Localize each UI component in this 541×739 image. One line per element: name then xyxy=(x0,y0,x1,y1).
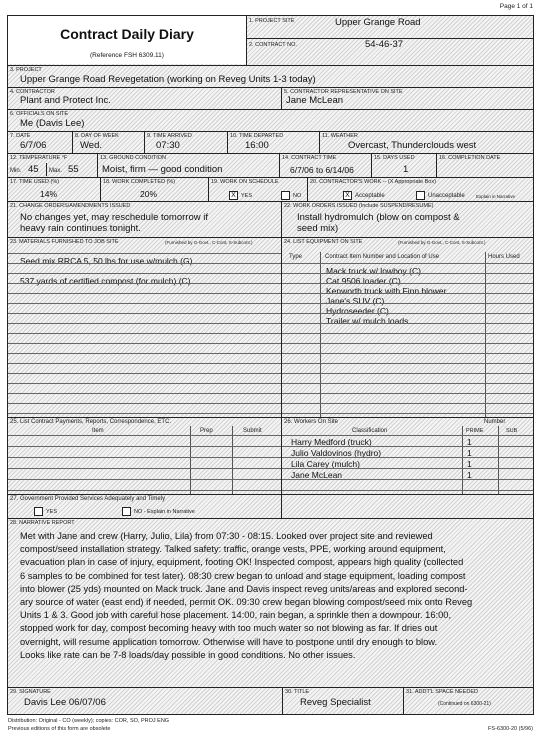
worker-name: Lila Carey (mulch) xyxy=(291,459,360,469)
date-value: 6/7/06 xyxy=(20,140,47,151)
title-label: 30. TITLE xyxy=(285,689,310,695)
narrative-line: stopped work for day, compost becoming heavy with too much water so not blowing as far. If dries out xyxy=(20,623,438,634)
ruled-line xyxy=(8,263,281,264)
narrative-line: compost/seed installation strategy. Talked safety: traffic, orange vests, PPE, working around equipment, xyxy=(20,544,446,555)
weather-label: 11. WEATHER xyxy=(322,133,358,139)
ruled-line xyxy=(282,363,533,364)
materials-label: 23. MATERIALS FURNISHED TO JOB SITE xyxy=(10,239,119,245)
change-orders-label: 21. CHANGE ORDERS/AMENDMENTS ISSUED xyxy=(10,203,131,209)
workers-col-number: Number xyxy=(484,419,506,425)
worker-name: Jane McLean xyxy=(291,470,343,480)
ruled-line xyxy=(282,468,533,469)
signature-value: Davis Lee 06/07/06 xyxy=(24,697,106,708)
change-orders-line-1: No changes yet, may reschedule tomorrow if xyxy=(20,212,208,223)
form-reference: (Reference FSH 6309.11) xyxy=(90,52,164,59)
worker-name: Julio Valdovinos (hydro) xyxy=(291,448,382,458)
equipment-item: Kenworth truck with Finn blower xyxy=(326,286,447,296)
addtl-space-value: (Continued on 6300-21) xyxy=(438,701,491,707)
work-orders-line-1: Install hydromulch (blow on compost & xyxy=(297,212,460,223)
weather-value: Overcast, Thunderclouds west xyxy=(348,140,477,151)
ruled-line xyxy=(8,490,281,491)
time-departed-value: 16:00 xyxy=(245,140,269,151)
worker-prime: 1 xyxy=(467,470,472,480)
narrative-line: evacuation plan in case of injury, equipment, footing OK! Inspected compost, appears high quality (collected xyxy=(20,557,464,568)
days-used-label: 15. DAYS USED xyxy=(374,155,415,161)
day-value: Wed. xyxy=(80,140,103,151)
date-label: 7. DATE xyxy=(10,133,31,139)
payments-col-prep: Prep xyxy=(200,428,213,434)
ruled-line xyxy=(8,435,281,436)
ruled-line xyxy=(282,446,533,447)
narrative-line: Looks like rate can be 7-8 loads/day possible in good conditions. No other issues. xyxy=(20,649,356,660)
narrative-line: Units 1 & 3. Good job with careful hose placement. 14:00, rain began, a sprinkle then a downpour. 16:00, xyxy=(20,610,452,621)
contractor-label: 4. CONTRACTOR xyxy=(10,89,55,95)
ruled-line xyxy=(8,303,281,304)
ruled-line xyxy=(282,283,533,284)
ruled-line xyxy=(8,333,281,334)
ruled-line xyxy=(282,435,533,436)
page-number: Page 1 of 1 xyxy=(499,3,533,10)
ruled-line xyxy=(8,323,281,324)
narrative-line: ary source of water (east end) if needed, permit OK. 09:30 crew began blowing compost/seed mix onto Reveg xyxy=(20,597,473,607)
ground-condition-label: 13. GROUND CONDITION xyxy=(100,155,167,161)
ruled-line xyxy=(8,383,281,384)
payments-col-submit: Submit xyxy=(243,428,262,434)
work-completed-label: 18. WORK COMPLETED (%) xyxy=(103,179,176,185)
ruled-line xyxy=(282,353,533,354)
explain-label: Explain in Narrative xyxy=(476,194,516,199)
workers-col-classification: Classification xyxy=(352,428,388,434)
equipment-col-hours: Hours Used xyxy=(488,254,520,260)
equipment-label: 24. LIST EQUIPMENT ON SITE xyxy=(284,239,363,245)
footer-previous-editions: Previous editions of this form are obsolete xyxy=(8,726,111,732)
schedule-no-checkbox[interactable] xyxy=(281,191,290,200)
narrative-line: 6 samples to be combined for test later). 08:30 crew began to unload and stage equipment, loading compost xyxy=(20,570,466,581)
project-site-label: 1. PROJECT SITE xyxy=(249,18,295,24)
form-title: Contract Daily Diary xyxy=(60,26,194,42)
ruled-line xyxy=(8,283,281,284)
ruled-line xyxy=(8,393,281,394)
contractor-value: Plant and Protect Inc. xyxy=(20,95,111,106)
work-orders-label: 22. WORK ORDERS ISSUED (Include SUSPEND/RESUME) xyxy=(284,203,434,209)
change-orders-line-2: heavy rain continues tonight. xyxy=(20,223,141,234)
time-used-value: 14% xyxy=(40,189,58,199)
officials-label: 6. OFFICIALS ON SITE xyxy=(10,111,69,117)
ruled-line xyxy=(8,457,281,458)
equipment-col-type: Type xyxy=(289,254,303,260)
unacceptable-checkbox[interactable] xyxy=(416,191,425,200)
time-arrived-label: 9. TIME ARRIVED xyxy=(147,133,192,139)
ruled-line xyxy=(282,490,533,491)
ruled-line xyxy=(8,363,281,364)
worker-prime: 1 xyxy=(467,437,472,447)
gov-services-yes-checkbox[interactable] xyxy=(34,507,43,516)
work-orders-line-2: seed mix) xyxy=(297,223,339,234)
equipment-item: Trailer w/ mulch loads xyxy=(326,316,409,326)
schedule-yes-label: YES xyxy=(241,193,253,199)
ruled-line xyxy=(282,273,533,274)
ruled-line xyxy=(8,313,281,314)
narrative-line: overnight, will resume application tomorrow. Otherwise will have to postpone until dry enough to blow. xyxy=(20,636,438,647)
ground-condition-value: Moist, firm — good condition xyxy=(102,164,223,175)
contractor-rep-value: Jane McLean xyxy=(286,95,344,106)
ruled-line xyxy=(8,293,281,294)
temp-min-label: Min. xyxy=(10,168,22,174)
contract-no-value: 54-46-37 xyxy=(365,39,404,50)
days-used-value: 1 xyxy=(403,164,409,175)
workers-label: 26. Workers On Site xyxy=(284,419,338,425)
ruled-line xyxy=(282,403,533,404)
worker-prime: 1 xyxy=(467,448,472,458)
contract-time-label: 14. CONTRACT TIME xyxy=(282,155,337,161)
worker-prime: 1 xyxy=(467,459,472,469)
ruled-line xyxy=(282,343,533,344)
materials-line-2: 537 yards of certified compost (for mulch) (C) xyxy=(20,276,191,286)
materials-furnished: (Furnished by G-Govt., C-Cont, S-Subcont.) xyxy=(165,240,253,245)
day-label: 8. DAY OF WEEK xyxy=(75,133,119,139)
equipment-item: Cat 9506 loader (C) xyxy=(326,276,401,286)
ruled-line xyxy=(282,323,533,324)
workers-col-sub: SUB xyxy=(506,428,518,434)
equipment-item: Jane's SUV (C) xyxy=(326,296,385,306)
ruled-line xyxy=(8,479,281,480)
acceptable-checkbox[interactable]: X xyxy=(343,191,352,200)
project-label: 3. PROJECT xyxy=(10,67,42,73)
temp-max-label: Max. xyxy=(49,168,63,174)
ruled-line xyxy=(8,446,281,447)
gov-services-no-label: NO - Explain in Narrative xyxy=(134,509,195,515)
ruled-line xyxy=(282,263,533,264)
ruled-line xyxy=(8,403,281,404)
narrative-label: 28. NARRATIVE REPORT xyxy=(10,520,75,526)
equipment-item: Mack truck w/ lowboy (C) xyxy=(326,266,421,276)
ruled-line xyxy=(8,273,281,274)
ruled-line xyxy=(282,457,533,458)
contract-time-value: 6/7/06 to 6/14/06 xyxy=(290,165,354,175)
payments-col-item: Item xyxy=(92,428,104,434)
acceptable-label: Acceptable xyxy=(355,193,385,199)
materials-line-1: Seed mix RRCA 5, 50 lbs for use w/mulch (G) xyxy=(20,256,193,266)
workers-col-prime: PRIME xyxy=(466,428,484,434)
addtl-space-label: 31. ADDT'L SPACE NEEDED xyxy=(406,689,478,695)
time-departed-label: 10. TIME DEPARTED xyxy=(230,133,284,139)
ruled-line xyxy=(282,413,533,414)
work-completed-value: 20% xyxy=(140,189,158,199)
ruled-line xyxy=(282,293,533,294)
ruled-line xyxy=(8,373,281,374)
title-block xyxy=(8,16,246,64)
equipment-furnished: (Furnished by G-Govt., C-Cont, S-Subcont.) xyxy=(398,240,486,245)
ruled-line xyxy=(282,373,533,374)
time-used-label: 17. TIME USED (%) xyxy=(10,179,60,185)
schedule-no-label: NO xyxy=(293,193,302,199)
ruled-line xyxy=(8,353,281,354)
gov-services-yes-label: YES xyxy=(46,509,58,515)
ruled-line xyxy=(282,313,533,314)
footer-distribution: Distribution: Original - CO (weekly); copies: COR, SO, PROJ ENG xyxy=(8,718,170,724)
payments-label: 25. List Contract Payments, Reports, Correspondence, ETC. xyxy=(10,419,172,425)
narrative-line: Met with Jane and crew (Harry, Julio, Lila) from 07:30 - 08:15. Looked over project site and reviewed xyxy=(20,531,433,541)
work-on-schedule-label: 19. WORK ON SCHEDULE xyxy=(211,179,279,185)
temp-max-value: 55 xyxy=(68,164,79,175)
footer-form-number: FS-6300-20 (5/96) xyxy=(488,726,533,732)
ruled-line xyxy=(8,253,281,254)
contractor-rep-label: 5. CONTRACTOR REPRESENTATIVE ON SITE xyxy=(284,89,403,95)
contractors-work-label: 20. CONTRACTOR'S WORK -- (X Appropriate Box) xyxy=(310,179,436,185)
ruled-line xyxy=(282,383,533,384)
ruled-line xyxy=(8,413,281,414)
temperature-label: 12. TEMPERATURE °F xyxy=(10,155,68,161)
project-value: Upper Grange Road Revegetation (working on Reveg Units 1-3 today) xyxy=(20,74,316,85)
schedule-yes-checkbox[interactable]: X xyxy=(229,191,238,200)
contract-no-label: 2. CONTRACT NO. xyxy=(249,42,297,48)
equipment-item: Hydroseeder (C) xyxy=(326,306,389,316)
worker-name: Harry Medford (truck) xyxy=(291,437,372,447)
time-arrived-value: 07:30 xyxy=(156,140,180,151)
officials-value: Me (Davis Lee) xyxy=(20,118,85,129)
temp-min-value: 45 xyxy=(28,164,39,175)
ruled-line xyxy=(8,343,281,344)
gov-services-label: 27. Government Provided Services Adequately and Timely xyxy=(10,496,166,502)
gov-services-no-checkbox[interactable] xyxy=(122,507,131,516)
project-site-value: Upper Grange Road xyxy=(335,17,421,28)
ruled-line xyxy=(282,479,533,480)
ruled-line xyxy=(8,468,281,469)
ruled-line xyxy=(282,333,533,334)
title-value: Reveg Specialist xyxy=(300,697,371,708)
narrative-line: into blower (25 yds) mounted on Mack truck. Jane and Davis inspect reveg units/areas and explored second- xyxy=(20,583,468,594)
completion-date-label: 16. COMPLETION DATE xyxy=(439,155,501,161)
unacceptable-label: Unacceptable xyxy=(428,193,465,199)
equipment-col-contract: Contract Item Number and Location of Use xyxy=(325,254,440,260)
ruled-line xyxy=(282,393,533,394)
ruled-line xyxy=(282,303,533,304)
signature-label: 29. SIGNATURE xyxy=(10,689,51,695)
